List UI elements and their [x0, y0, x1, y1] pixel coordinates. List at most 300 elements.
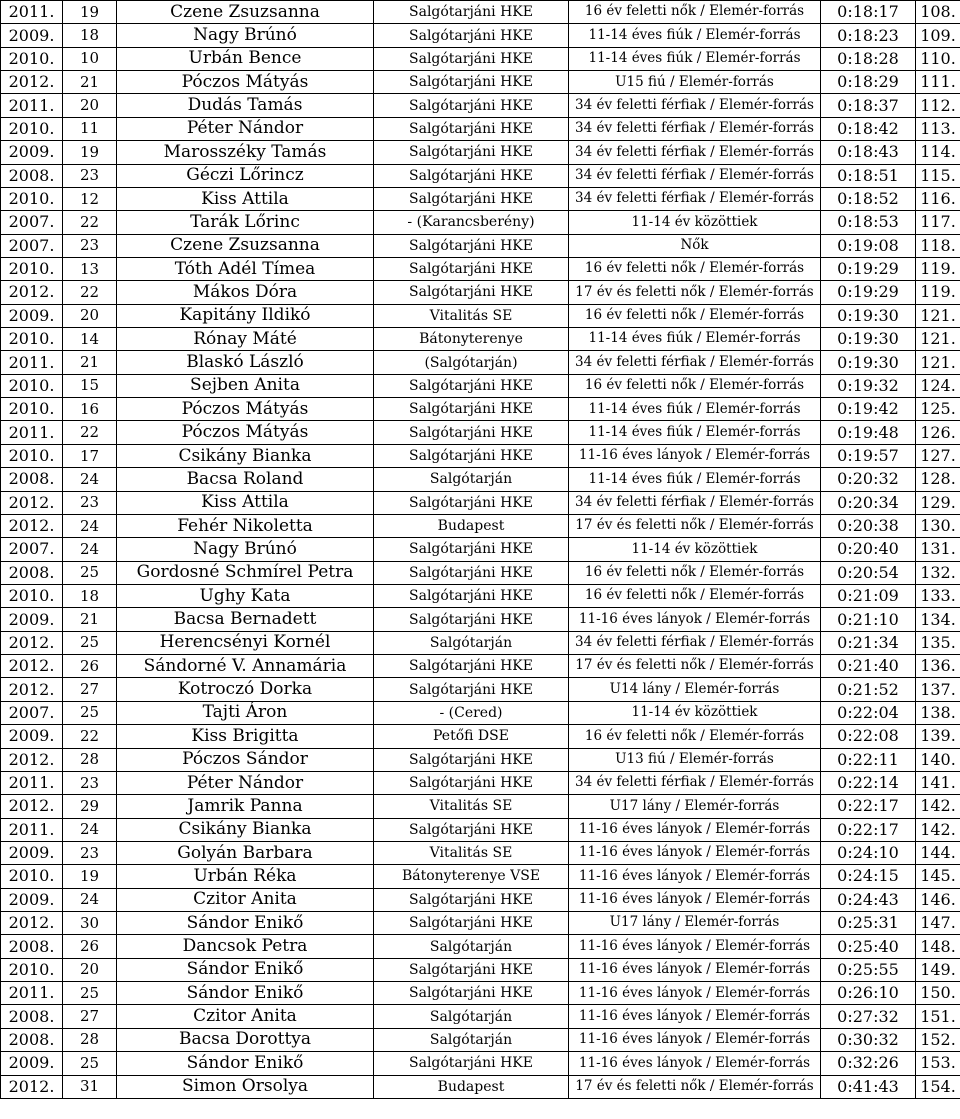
finish-time-cell: 0:19:48	[821, 421, 916, 444]
runner-name-cell: Ughy Kata	[117, 584, 374, 607]
table-row	[1, 701, 960, 724]
runner-name-cell: Sejben Anita	[117, 374, 374, 397]
runner-name-cell: Czene Zsuzsanna	[117, 234, 374, 257]
rank-cell: 134.	[916, 608, 960, 631]
year-cell: 2010.	[1, 958, 63, 981]
table-row	[1, 304, 960, 327]
year-cell: 2012.	[1, 514, 63, 537]
club-cell: Salgótarjáni HKE	[374, 771, 569, 794]
club-cell: Salgótarjáni HKE	[374, 24, 569, 47]
runner-name-cell: Bacsa Bernadett	[117, 608, 374, 631]
year-cell: 2011.	[1, 94, 63, 117]
club-cell: Salgótarjáni HKE	[374, 281, 569, 304]
start-number-cell: 30	[63, 912, 117, 935]
year-cell: 2007.	[1, 234, 63, 257]
table-row	[1, 71, 960, 94]
table-row	[1, 912, 960, 935]
start-number-cell: 23	[63, 841, 117, 864]
runner-name-cell: Fehér Nikoletta	[117, 514, 374, 537]
runner-name-cell: Golyán Barbara	[117, 841, 374, 864]
club-cell: Salgótarjáni HKE	[374, 257, 569, 280]
club-cell: Vitalitás SE	[374, 795, 569, 818]
category-cell: 16 év feletti nők / Elemér-forrás	[569, 304, 821, 327]
finish-time-cell: 0:20:34	[821, 491, 916, 514]
club-cell: Salgótarjáni HKE	[374, 164, 569, 187]
finish-time-cell: 0:18:51	[821, 164, 916, 187]
category-cell: 11-14 év közöttiek	[569, 701, 821, 724]
category-cell: 11-14 év közöttiek	[569, 538, 821, 561]
finish-time-cell: 0:19:57	[821, 444, 916, 467]
table-row	[1, 164, 960, 187]
year-cell: 2009.	[1, 608, 63, 631]
club-cell: Salgótarjáni HKE	[374, 234, 569, 257]
start-number-cell: 29	[63, 795, 117, 818]
finish-time-cell: 0:22:08	[821, 725, 916, 748]
start-number-cell: 18	[63, 24, 117, 47]
finish-time-cell: 0:18:42	[821, 117, 916, 140]
start-number-cell: 17	[63, 444, 117, 467]
category-cell: 34 év feletti férfiak / Elemér-forrás	[569, 187, 821, 210]
start-number-cell: 10	[63, 47, 117, 70]
runner-name-cell: Csikány Bianka	[117, 444, 374, 467]
table-row	[1, 421, 960, 444]
rank-cell: 119.	[916, 257, 960, 280]
finish-time-cell: 0:18:37	[821, 94, 916, 117]
table-row	[1, 678, 960, 701]
club-cell: Salgótarján	[374, 631, 569, 654]
runner-name-cell: Kiss Brigitta	[117, 725, 374, 748]
finish-time-cell: 0:22:17	[821, 795, 916, 818]
start-number-cell: 19	[63, 1, 117, 24]
category-cell: 17 év és feletti nők / Elemér-forrás	[569, 281, 821, 304]
year-cell: 2007.	[1, 211, 63, 234]
runner-name-cell: Tóth Adél Tímea	[117, 257, 374, 280]
club-cell: Salgótarjáni HKE	[374, 538, 569, 561]
rank-cell: 124.	[916, 374, 960, 397]
year-cell: 2010.	[1, 865, 63, 888]
year-cell: 2008.	[1, 561, 63, 584]
runner-name-cell: Bacsa Dorottya	[117, 1028, 374, 1051]
runner-name-cell: Czitor Anita	[117, 888, 374, 911]
club-cell: Salgótarjáni HKE	[374, 1, 569, 24]
category-cell: 11-14 éves fiúk / Elemér-forrás	[569, 421, 821, 444]
club-cell: (Salgótarján)	[374, 351, 569, 374]
start-number-cell: 22	[63, 421, 117, 444]
category-cell: 16 év feletti nők / Elemér-forrás	[569, 1, 821, 24]
rank-cell: 154.	[916, 1075, 960, 1098]
club-cell: Salgótarjáni HKE	[374, 117, 569, 140]
table-row	[1, 748, 960, 771]
club-cell: Salgótarjáni HKE	[374, 374, 569, 397]
finish-time-cell: 0:21:10	[821, 608, 916, 631]
year-cell: 2007.	[1, 701, 63, 724]
club-cell: Salgótarjáni HKE	[374, 141, 569, 164]
runner-name-cell: Bacsa Roland	[117, 468, 374, 491]
finish-time-cell: 0:20:54	[821, 561, 916, 584]
table-row	[1, 561, 960, 584]
category-cell: 34 év feletti férfiak / Elemér-forrás	[569, 117, 821, 140]
runner-name-cell: Sándor Enikő	[117, 982, 374, 1005]
club-cell: Salgótarjáni HKE	[374, 912, 569, 935]
rank-cell: 144.	[916, 841, 960, 864]
table-row	[1, 257, 960, 280]
category-cell: 34 év feletti férfiak / Elemér-forrás	[569, 351, 821, 374]
finish-time-cell: 0:41:43	[821, 1075, 916, 1098]
year-cell: 2012.	[1, 631, 63, 654]
year-cell: 2011.	[1, 351, 63, 374]
year-cell: 2008.	[1, 468, 63, 491]
category-cell: 11-16 éves lányok / Elemér-forrás	[569, 1028, 821, 1051]
runner-name-cell: Simon Orsolya	[117, 1075, 374, 1098]
finish-time-cell: 0:19:29	[821, 257, 916, 280]
runner-name-cell: Mákos Dóra	[117, 281, 374, 304]
finish-time-cell: 0:19:29	[821, 281, 916, 304]
category-cell: U17 lány / Elemér-forrás	[569, 795, 821, 818]
year-cell: 2012.	[1, 748, 63, 771]
club-cell: Salgótarjáni HKE	[374, 655, 569, 678]
start-number-cell: 24	[63, 818, 117, 841]
finish-time-cell: 0:22:14	[821, 771, 916, 794]
runner-name-cell: Kotroczó Dorka	[117, 678, 374, 701]
rank-cell: 136.	[916, 655, 960, 678]
start-number-cell: 23	[63, 164, 117, 187]
table-row	[1, 655, 960, 678]
category-cell: 11-14 éves fiúk / Elemér-forrás	[569, 328, 821, 351]
start-number-cell: 18	[63, 584, 117, 607]
runner-name-cell: Rónay Máté	[117, 328, 374, 351]
club-cell: - (Cered)	[374, 701, 569, 724]
runner-name-cell: Kiss Attila	[117, 491, 374, 514]
year-cell: 2012.	[1, 912, 63, 935]
year-cell: 2008.	[1, 935, 63, 958]
start-number-cell: 24	[63, 888, 117, 911]
finish-time-cell: 0:19:08	[821, 234, 916, 257]
start-number-cell: 31	[63, 1075, 117, 1098]
finish-time-cell: 0:20:40	[821, 538, 916, 561]
table-row	[1, 1052, 960, 1075]
club-cell: Salgótarján	[374, 935, 569, 958]
year-cell: 2011.	[1, 818, 63, 841]
club-cell: Salgótarjáni HKE	[374, 584, 569, 607]
rank-cell: 117.	[916, 211, 960, 234]
rank-cell: 113.	[916, 117, 960, 140]
category-cell: 11-14 éves fiúk / Elemér-forrás	[569, 398, 821, 421]
finish-time-cell: 0:27:32	[821, 1005, 916, 1028]
category-cell: 34 év feletti férfiak / Elemér-forrás	[569, 491, 821, 514]
start-number-cell: 19	[63, 141, 117, 164]
finish-time-cell: 0:21:34	[821, 631, 916, 654]
runner-name-cell: Gordosné Schmírel Petra	[117, 561, 374, 584]
start-number-cell: 11	[63, 117, 117, 140]
club-cell: Vitalitás SE	[374, 841, 569, 864]
start-number-cell: 14	[63, 328, 117, 351]
rank-cell: 151.	[916, 1005, 960, 1028]
year-cell: 2009.	[1, 304, 63, 327]
year-cell: 2007.	[1, 538, 63, 561]
start-number-cell: 28	[63, 1028, 117, 1051]
club-cell: Salgótarjáni HKE	[374, 421, 569, 444]
category-cell: 11-16 éves lányok / Elemér-forrás	[569, 865, 821, 888]
runner-name-cell: Kapitány Ildikó	[117, 304, 374, 327]
finish-time-cell: 0:21:09	[821, 584, 916, 607]
runner-name-cell: Nagy Brúnó	[117, 538, 374, 561]
rank-cell: 114.	[916, 141, 960, 164]
club-cell: Salgótarjáni HKE	[374, 94, 569, 117]
club-cell: Salgótarjáni HKE	[374, 187, 569, 210]
category-cell: 34 év feletti férfiak / Elemér-forrás	[569, 141, 821, 164]
table-row	[1, 468, 960, 491]
category-cell: 16 év feletti nők / Elemér-forrás	[569, 725, 821, 748]
club-cell: Salgótarjáni HKE	[374, 561, 569, 584]
table-row	[1, 234, 960, 257]
year-cell: 2010.	[1, 187, 63, 210]
runner-name-cell: Jamrik Panna	[117, 795, 374, 818]
category-cell: U15 fiú / Elemér-forrás	[569, 71, 821, 94]
start-number-cell: 28	[63, 748, 117, 771]
club-cell: Salgótarjáni HKE	[374, 444, 569, 467]
category-cell: 11-14 éves fiúk / Elemér-forrás	[569, 47, 821, 70]
finish-time-cell: 0:26:10	[821, 982, 916, 1005]
rank-cell: 127.	[916, 444, 960, 467]
runner-name-cell: Póczos Mátyás	[117, 71, 374, 94]
category-cell: 11-14 éves fiúk / Elemér-forrás	[569, 468, 821, 491]
finish-time-cell: 0:30:32	[821, 1028, 916, 1051]
rank-cell: 137.	[916, 678, 960, 701]
club-cell: Salgótarjáni HKE	[374, 888, 569, 911]
finish-time-cell: 0:19:30	[821, 304, 916, 327]
year-cell: 2011.	[1, 982, 63, 1005]
runner-name-cell: Póczos Mátyás	[117, 398, 374, 421]
rank-cell: 121.	[916, 304, 960, 327]
category-cell: 11-16 éves lányok / Elemér-forrás	[569, 444, 821, 467]
category-cell: 17 év és feletti nők / Elemér-forrás	[569, 1075, 821, 1098]
club-cell: Salgótarjáni HKE	[374, 818, 569, 841]
finish-time-cell: 0:18:17	[821, 1, 916, 24]
finish-time-cell: 0:18:52	[821, 187, 916, 210]
club-cell: Salgótarján	[374, 1028, 569, 1051]
rank-cell: 140.	[916, 748, 960, 771]
category-cell: 11-16 éves lányok / Elemér-forrás	[569, 982, 821, 1005]
start-number-cell: 25	[63, 631, 117, 654]
start-number-cell: 25	[63, 982, 117, 1005]
category-cell: 11-14 év közöttiek	[569, 211, 821, 234]
year-cell: 2008.	[1, 1005, 63, 1028]
table-row	[1, 24, 960, 47]
year-cell: 2009.	[1, 24, 63, 47]
rank-cell: 129.	[916, 491, 960, 514]
table-row	[1, 608, 960, 631]
finish-time-cell: 0:22:11	[821, 748, 916, 771]
category-cell: 16 év feletti nők / Elemér-forrás	[569, 257, 821, 280]
finish-time-cell: 0:25:40	[821, 935, 916, 958]
table-row	[1, 631, 960, 654]
start-number-cell: 23	[63, 234, 117, 257]
runner-name-cell: Nagy Brúnó	[117, 24, 374, 47]
club-cell: Budapest	[374, 514, 569, 537]
rank-cell: 121.	[916, 351, 960, 374]
rank-cell: 135.	[916, 631, 960, 654]
finish-time-cell: 0:18:53	[821, 211, 916, 234]
start-number-cell: 19	[63, 865, 117, 888]
start-number-cell: 16	[63, 398, 117, 421]
rank-cell: 108.	[916, 1, 960, 24]
rank-cell: 138.	[916, 701, 960, 724]
category-cell: 34 év feletti férfiak / Elemér-forrás	[569, 164, 821, 187]
year-cell: 2010.	[1, 398, 63, 421]
year-cell: 2010.	[1, 444, 63, 467]
rank-cell: 149.	[916, 958, 960, 981]
runner-name-cell: Dudás Tamás	[117, 94, 374, 117]
rank-cell: 131.	[916, 538, 960, 561]
rank-cell: 133.	[916, 584, 960, 607]
club-cell: Salgótarjáni HKE	[374, 71, 569, 94]
table-row	[1, 538, 960, 561]
runner-name-cell: Géczi Lőrincz	[117, 164, 374, 187]
club-cell: Salgótarján	[374, 1005, 569, 1028]
table-row	[1, 117, 960, 140]
runner-name-cell: Dancsok Petra	[117, 935, 374, 958]
club-cell: Budapest	[374, 1075, 569, 1098]
table-row	[1, 1, 960, 24]
start-number-cell: 25	[63, 1052, 117, 1075]
year-cell: 2010.	[1, 47, 63, 70]
table-row	[1, 818, 960, 841]
rank-cell: 147.	[916, 912, 960, 935]
runner-name-cell: Sándor Enikő	[117, 958, 374, 981]
year-cell: 2011.	[1, 1, 63, 24]
rank-cell: 139.	[916, 725, 960, 748]
year-cell: 2012.	[1, 678, 63, 701]
runner-name-cell: Péter Nándor	[117, 117, 374, 140]
finish-time-cell: 0:32:26	[821, 1052, 916, 1075]
finish-time-cell: 0:18:43	[821, 141, 916, 164]
rank-cell: 111.	[916, 71, 960, 94]
category-cell: 34 év feletti férfiak / Elemér-forrás	[569, 771, 821, 794]
start-number-cell: 20	[63, 304, 117, 327]
rank-cell: 128.	[916, 468, 960, 491]
start-number-cell: 27	[63, 678, 117, 701]
finish-time-cell: 0:22:17	[821, 818, 916, 841]
year-cell: 2009.	[1, 725, 63, 748]
runner-name-cell: Tarák Lőrinc	[117, 211, 374, 234]
runner-name-cell: Herencsényi Kornél	[117, 631, 374, 654]
rank-cell: 119.	[916, 281, 960, 304]
table-row	[1, 771, 960, 794]
year-cell: 2011.	[1, 421, 63, 444]
rank-cell: 132.	[916, 561, 960, 584]
finish-time-cell: 0:18:23	[821, 24, 916, 47]
category-cell: 11-16 éves lányok / Elemér-forrás	[569, 608, 821, 631]
rank-cell: 130.	[916, 514, 960, 537]
start-number-cell: 22	[63, 725, 117, 748]
club-cell: Salgótarján	[374, 468, 569, 491]
finish-time-cell: 0:18:29	[821, 71, 916, 94]
rank-cell: 153.	[916, 1052, 960, 1075]
finish-time-cell: 0:22:04	[821, 701, 916, 724]
runner-name-cell: Sándor Enikő	[117, 1052, 374, 1075]
rank-cell: 112.	[916, 94, 960, 117]
table-row	[1, 374, 960, 397]
category-cell: 16 év feletti nők / Elemér-forrás	[569, 561, 821, 584]
year-cell: 2010.	[1, 328, 63, 351]
category-cell: 11-16 éves lányok / Elemér-forrás	[569, 841, 821, 864]
finish-time-cell: 0:24:43	[821, 888, 916, 911]
rank-cell: 110.	[916, 47, 960, 70]
runner-name-cell: Póczos Sándor	[117, 748, 374, 771]
club-cell: Salgótarjáni HKE	[374, 748, 569, 771]
category-cell: 16 év feletti nők / Elemér-forrás	[569, 584, 821, 607]
finish-time-cell: 0:25:31	[821, 912, 916, 935]
rank-cell: 150.	[916, 982, 960, 1005]
club-cell: Salgótarjáni HKE	[374, 1052, 569, 1075]
runner-name-cell: Urbán Bence	[117, 47, 374, 70]
year-cell: 2008.	[1, 1028, 63, 1051]
year-cell: 2010.	[1, 374, 63, 397]
runner-name-cell: Marosszéky Tamás	[117, 141, 374, 164]
runner-name-cell: Czitor Anita	[117, 1005, 374, 1028]
rank-cell: 121.	[916, 328, 960, 351]
start-number-cell: 20	[63, 94, 117, 117]
rank-cell: 142.	[916, 795, 960, 818]
category-cell: 16 év feletti nők / Elemér-forrás	[569, 374, 821, 397]
start-number-cell: 13	[63, 257, 117, 280]
year-cell: 2010.	[1, 257, 63, 280]
year-cell: 2008.	[1, 164, 63, 187]
club-cell: Petőfi DSE	[374, 725, 569, 748]
table-row	[1, 865, 960, 888]
start-number-cell: 23	[63, 491, 117, 514]
finish-time-cell: 0:19:42	[821, 398, 916, 421]
finish-time-cell: 0:24:10	[821, 841, 916, 864]
year-cell: 2012.	[1, 1075, 63, 1098]
category-cell: 11-16 éves lányok / Elemér-forrás	[569, 958, 821, 981]
year-cell: 2012.	[1, 71, 63, 94]
table-row	[1, 94, 960, 117]
year-cell: 2012.	[1, 655, 63, 678]
rank-cell: 116.	[916, 187, 960, 210]
finish-time-cell: 0:25:55	[821, 958, 916, 981]
runner-name-cell: Czene Zsuzsanna	[117, 1, 374, 24]
start-number-cell: 25	[63, 561, 117, 584]
start-number-cell: 22	[63, 281, 117, 304]
year-cell: 2012.	[1, 281, 63, 304]
start-number-cell: 23	[63, 771, 117, 794]
rank-cell: 125.	[916, 398, 960, 421]
rank-cell: 141.	[916, 771, 960, 794]
table-row	[1, 328, 960, 351]
year-cell: 2011.	[1, 771, 63, 794]
club-cell: Salgótarjáni HKE	[374, 47, 569, 70]
rank-cell: 109.	[916, 24, 960, 47]
category-cell: 11-16 éves lányok / Elemér-forrás	[569, 1052, 821, 1075]
runner-name-cell: Csikány Bianka	[117, 818, 374, 841]
category-cell: U13 fiú / Elemér-forrás	[569, 748, 821, 771]
start-number-cell: 21	[63, 608, 117, 631]
rank-cell: 126.	[916, 421, 960, 444]
table-row	[1, 351, 960, 374]
rank-cell: 146.	[916, 888, 960, 911]
start-number-cell: 15	[63, 374, 117, 397]
finish-time-cell: 0:18:28	[821, 47, 916, 70]
table-row	[1, 211, 960, 234]
runner-name-cell: Sándorné V. Annamária	[117, 655, 374, 678]
category-cell: 11-16 éves lányok / Elemér-forrás	[569, 888, 821, 911]
year-cell: 2010.	[1, 584, 63, 607]
table-row	[1, 888, 960, 911]
club-cell: Salgótarjáni HKE	[374, 982, 569, 1005]
club-cell: Bátonyterenye VSE	[374, 865, 569, 888]
rank-cell: 148.	[916, 935, 960, 958]
